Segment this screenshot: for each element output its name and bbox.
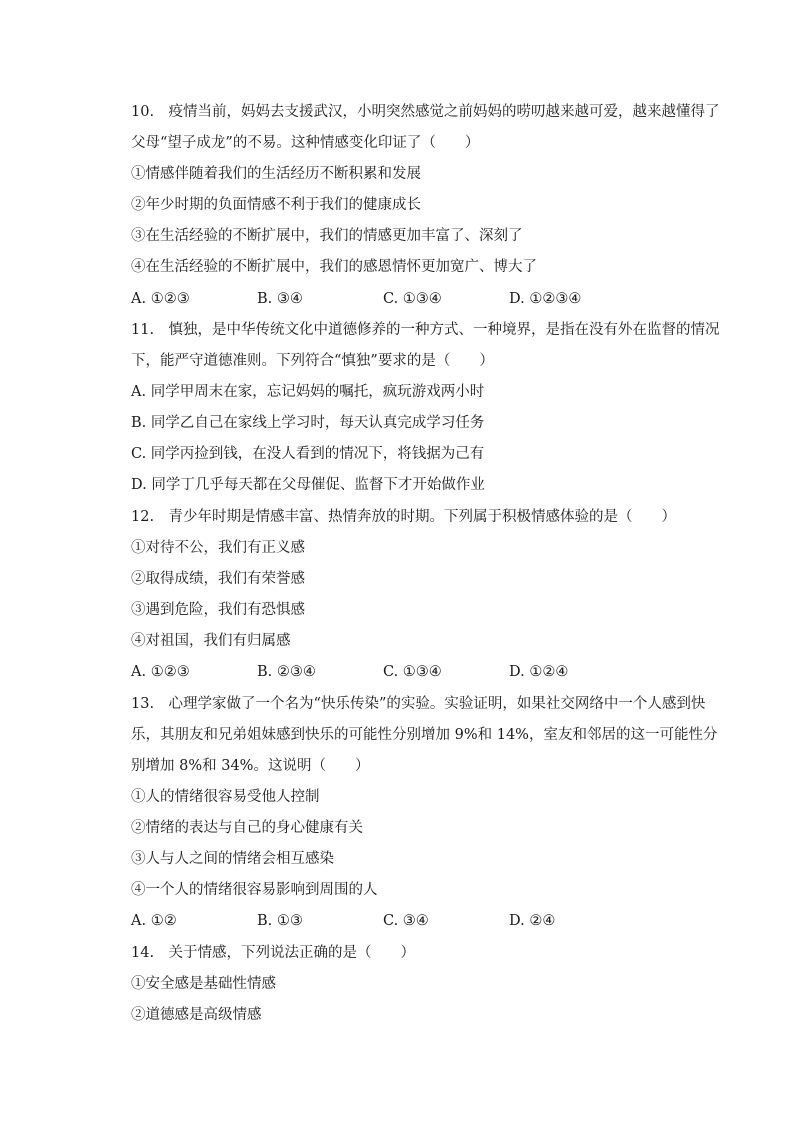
q10-item-4: ④在生活经验的不断扩展中，我们的感恩情怀更加宽广、博大了 bbox=[131, 259, 537, 275]
q13-option-b: B. ①③ bbox=[257, 913, 303, 929]
q10-options bbox=[131, 289, 731, 309]
q13-item-4: ④一个人的情绪很容易影响到周围的人 bbox=[131, 882, 378, 898]
q10-option-d: D. ①②③④ bbox=[509, 291, 582, 307]
q10-item-3: ③在生活经验的不断扩展中，我们的情感更加丰富了、深刻了 bbox=[131, 228, 523, 244]
q13-option-a: A. ①② bbox=[131, 913, 177, 929]
q10-option-a: A. ①②③ bbox=[131, 291, 190, 307]
q13-stem-line-2: 乐，其朋友和兄弟姐妹感到快乐的可能性分别增加 9%和 14%，室友和邻居的这一可能性分 bbox=[131, 727, 718, 743]
q12-item-2: ②取得成绩，我们有荣誉感 bbox=[131, 571, 305, 587]
q13-item-2: ②情绪的表达与自己的身心健康有关 bbox=[131, 820, 363, 836]
q13-item-1: ①人的情绪很容易受他人控制 bbox=[131, 789, 320, 805]
q11-item-a: A. 同学甲周末在家，忘记妈妈的嘱托，疯玩游戏两小时 bbox=[131, 384, 485, 400]
q10-stem-line-1: 10. 疫情当前，妈妈去支援武汉，小明突然感觉之前妈妈的唠叨越来越可爱，越来越懂得了 bbox=[131, 104, 720, 120]
q11-stem-line-1: 11. 慎独，是中华传统文化中道德修养的一种方式、一种境界，是指在没有外在监督的情况 bbox=[131, 322, 720, 338]
q13-stem-line-3: 别增加 8%和 34%。这说明（ ） bbox=[131, 758, 370, 774]
q13-item-3: ③人与人之间的情绪会相互感染 bbox=[131, 851, 334, 867]
q11-item-d: D. 同学丁几乎每天都在父母催促、监督下才开始做作业 bbox=[131, 477, 485, 493]
q12-option-b: B. ②③④ bbox=[257, 664, 316, 680]
q12-stem-line-1: 12. 青少年时期是情感丰富、热情奔放的时期。下列属于积极情感体验的是（ ） bbox=[131, 509, 677, 525]
q14-stem-line-1: 14. 关于情感，下列说法正确的是（ ） bbox=[131, 945, 416, 961]
q12-option-c: C. ①③④ bbox=[383, 664, 442, 680]
q10-item-2: ②年少时期的负面情感不利于我们的健康成长 bbox=[131, 197, 421, 213]
q11-item-b: B. 同学乙自己在家线上学习时，每天认真完成学习任务 bbox=[131, 415, 485, 431]
q14-item-1: ①安全感是基础性情感 bbox=[131, 976, 276, 992]
q12-item-3: ③遇到危险，我们有恐惧感 bbox=[131, 602, 305, 618]
q13-stem-line-1: 13. 心理学家做了一个名为“快乐传染”的实验。实验证明，如果社交网络中一个人感到快 bbox=[131, 696, 706, 712]
q11-item-c: C. 同学丙捡到钱，在没人看到的情况下，将钱据为己有 bbox=[131, 446, 485, 462]
q10-item-1: ①情感伴随着我们的生活经历不断积累和发展 bbox=[131, 166, 421, 182]
q11-stem-line-2: 下，能严守道德准则。下列符合“慎独”要求的是（ ） bbox=[131, 353, 494, 369]
q10-stem-line-2: 父母“望子成龙”的不易。这种情感变化印证了（ ） bbox=[131, 135, 480, 151]
q12-option-a: A. ①②③ bbox=[131, 664, 190, 680]
q12-options bbox=[131, 662, 731, 682]
q14-item-2: ②道德感是高级情感 bbox=[131, 1007, 262, 1023]
q10-option-b: B. ③④ bbox=[257, 291, 303, 307]
q10-option-c: C. ①③④ bbox=[383, 291, 442, 307]
q13-option-d: D. ②④ bbox=[509, 913, 556, 929]
q12-item-1: ①对待不公，我们有正义感 bbox=[131, 540, 305, 556]
q12-item-4: ④对祖国，我们有归属感 bbox=[131, 633, 291, 649]
q12-option-d: D. ①②④ bbox=[509, 664, 569, 680]
q13-option-c: C. ③④ bbox=[383, 913, 429, 929]
q13-options bbox=[131, 911, 731, 931]
